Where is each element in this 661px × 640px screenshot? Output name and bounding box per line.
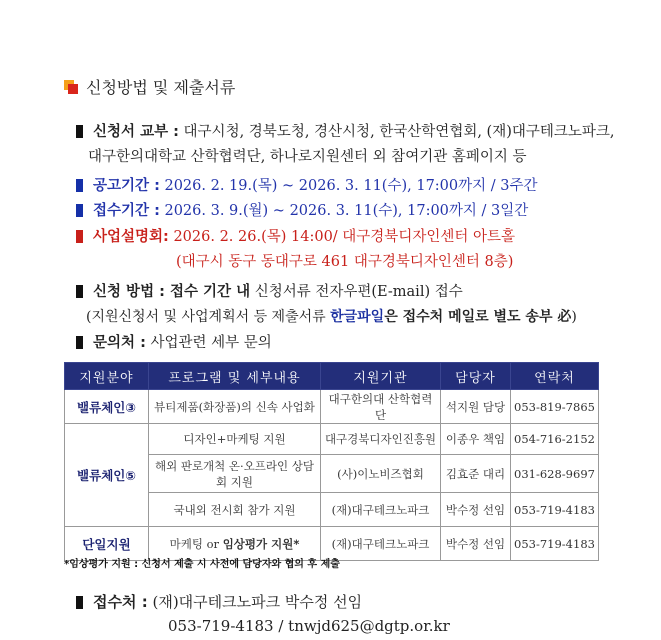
method-note-bold: 은 접수처 메일로 별도 송부 必	[384, 309, 572, 325]
distribution-line	[76, 122, 615, 142]
method-note	[86, 307, 577, 327]
support-table	[64, 362, 599, 561]
program-cell: 해외 판로개척 온·오프라인 상담회 지원	[149, 455, 321, 493]
table-row	[65, 424, 599, 455]
program-cell: 뷰티제품(화장품)의 신속 사업화	[149, 390, 321, 424]
program-cell: 디자인+마케팅 지원	[149, 424, 321, 455]
distribution-text: 대구시청, 경북도청, 경산시청, 한국산학연협회, (재)대구테크노파크,	[178, 124, 615, 140]
square-bullet-icon	[76, 125, 83, 138]
announce-label: 공고기간 :	[93, 178, 160, 194]
section-title: 신청방법 및 제출서류	[86, 78, 236, 97]
org-cell: 대구한의대 산학협력단	[321, 390, 441, 424]
inquiry-line	[76, 333, 272, 353]
category-cell: 밸류체인③	[65, 390, 149, 424]
org-cell: (재)대구테크노파크	[321, 493, 441, 527]
program-cell: 국내외 전시회 참가 지원	[149, 493, 321, 527]
submit-line	[76, 592, 362, 612]
program-text: 마케팅 or	[169, 536, 223, 551]
square-bullet-icon	[76, 204, 83, 217]
header-program: 프로그램 및 세부내용	[149, 363, 321, 390]
org-cell: 대구경북디자인진흥원	[321, 424, 441, 455]
square-bullet-icon	[76, 230, 83, 243]
briefing-line	[76, 227, 515, 247]
phone-cell: 053-819-7865	[511, 390, 599, 424]
manager-cell: 김효준 대리	[441, 455, 511, 493]
square-bullet-icon	[76, 179, 83, 192]
header-field: 지원분야	[65, 363, 149, 390]
phone-cell: 031-628-9697	[511, 455, 599, 493]
submit-contact: 053-719-4183 / tnwjd625@dgtp.or.kr	[168, 617, 450, 635]
briefing-address: (대구시 동구 동대구로 461 대구경북디자인센터 8층)	[176, 254, 514, 270]
manager-cell: 이종우 책임	[441, 424, 511, 455]
distribution-line-2: 대구한의대학교 산학협력단, 하나로지원센터 외 참여기관 홈페이지 등	[88, 149, 527, 165]
method-note-pre: (지원신청서 및 사업계획서 등 제출서류	[86, 309, 331, 325]
manager-cell: 박수정 선임	[441, 527, 511, 561]
briefing-text: 2026. 2. 26.(목) 14:00/ 대구경북디자인센터 아트홀	[168, 229, 515, 245]
square-bullet-icon	[76, 285, 83, 298]
submit-text: (재)대구테크노파크 박수정 선임	[147, 593, 363, 611]
manager-cell: 석지원 담당	[441, 390, 511, 424]
distribution-label: 신청서 교부 :	[93, 124, 179, 140]
manager-cell: 박수정 선임	[441, 493, 511, 527]
announce-text: 2026. 2. 19.(목) ~ 2026. 3. 11(수), 17:00까지 / 3주간	[159, 178, 538, 194]
reception-period-label: 접수기간 :	[93, 203, 160, 219]
reception-period-line	[76, 201, 528, 221]
org-cell: (사)이노비즈협회	[321, 455, 441, 493]
phone-cell: 053-719-4183	[511, 493, 599, 527]
phone-cell: 054-716-2152	[511, 424, 599, 455]
square-bullet-icon	[76, 596, 83, 609]
submit-label: 접수처 :	[93, 593, 148, 611]
category-cell: 단일지원	[65, 527, 149, 561]
announce-line	[76, 176, 538, 196]
method-text: 신청서류 전자우편(E-mail) 접수	[250, 284, 463, 300]
briefing-label: 사업설명회:	[93, 229, 169, 245]
square-bullet-icon	[76, 336, 83, 349]
header-org: 지원기관	[321, 363, 441, 390]
inquiry-label: 문의처 :	[93, 335, 146, 351]
category-cell: 밸류체인⑤	[65, 424, 149, 527]
section-bullet-icon	[64, 80, 78, 94]
table-header-row	[65, 363, 599, 390]
footnote: *임상평가 지원 : 신청서 제출 시 사전에 담당자와 협의 후 제출	[64, 559, 340, 570]
inquiry-text: 사업관련 세부 문의	[145, 335, 272, 351]
org-cell: (재)대구테크노파크	[321, 527, 441, 561]
program-bold-text: 임상평가 지원*	[222, 536, 300, 551]
phone-cell: 053-719-4183	[511, 527, 599, 561]
table-row	[65, 390, 599, 424]
reception-period-text: 2026. 3. 9.(월) ~ 2026. 3. 11(수), 17:00까지 / 3일간	[159, 203, 529, 219]
method-note-post: )	[571, 309, 577, 325]
method-note-hwp: 한글파일	[330, 309, 385, 325]
method-label: 신청 방법 : 접수 기간 내	[93, 284, 251, 300]
header-phone: 연락처	[511, 363, 599, 390]
header-manager: 담당자	[441, 363, 511, 390]
method-line	[76, 282, 463, 302]
